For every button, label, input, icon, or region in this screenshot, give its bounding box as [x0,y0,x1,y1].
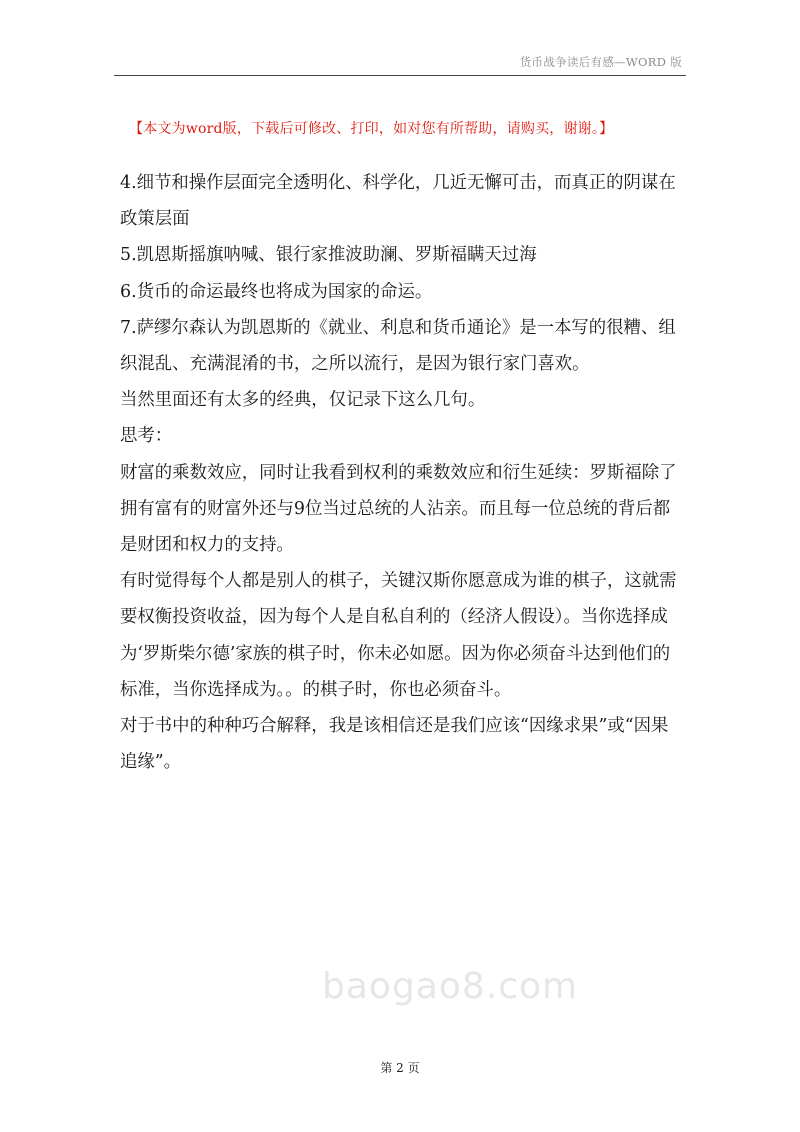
paragraph-point-4: 4.细节和操作层面完全透明化、科学化，几近无懈可击，而真正的阴谋在政策层面 [120,173,676,230]
page-number: 第 2 页 [380,1061,420,1075]
paragraph-reflection-2: 有时觉得每个人都是别人的棋子，关键汉斯你愿意成为谁的棋子，这就需要权衡投资收益，因为每个人是自私自利的（经济人假设）。当你选择成为‘罗斯柴尔德’家族的棋子时，你未必如愿。因为你必须奋斗达到他们的标准，当你选择成为。。的棋子时，你也必须奋斗。 [120,571,677,700]
download-notice: 【本文为word版，下载后可修改、打印，如对您有所帮助，请购买，谢谢。】 [129,121,614,137]
running-header: 货币战争读后有感—WORD 版 [519,55,682,69]
paragraph-reflection-1: 财富的乘数效应，同时让我看到权利的乘数效应和衍生延续：罗斯福除了拥有富有的财富外还与9位当过总统的人沾亲。而且每一位总统的背后都是财团和权力的支持。 [120,462,677,556]
header-divider [114,75,686,76]
document-body [120,165,685,780]
paragraph-point-7: 7.萨缪尔森认为凯恩斯的《就业、利息和货币通论》是一本写的很糟、组织混乱、充满混淆的书，之所以流行，是因为银行家门喜欢。 [120,317,676,375]
paragraph-summary: 当然里面还有太多的经典，仅记录下这么几句。 [120,390,486,411]
paragraph-reflection-heading: 思考： [120,426,173,447]
watermark: baogao8.com [322,966,579,1007]
paragraph-point-6: 6.货币的命运最终也将成为国家的命运。 [120,281,433,302]
paragraph-reflection-3: 对于书中的种种巧合解释，我是该相信还是我们应该“因缘求果”或“因果追缘”。 [120,716,669,773]
paragraph-point-5: 5.凯恩斯摇旗呐喊、银行家推波助澜、罗斯福瞒天过海 [120,245,537,266]
